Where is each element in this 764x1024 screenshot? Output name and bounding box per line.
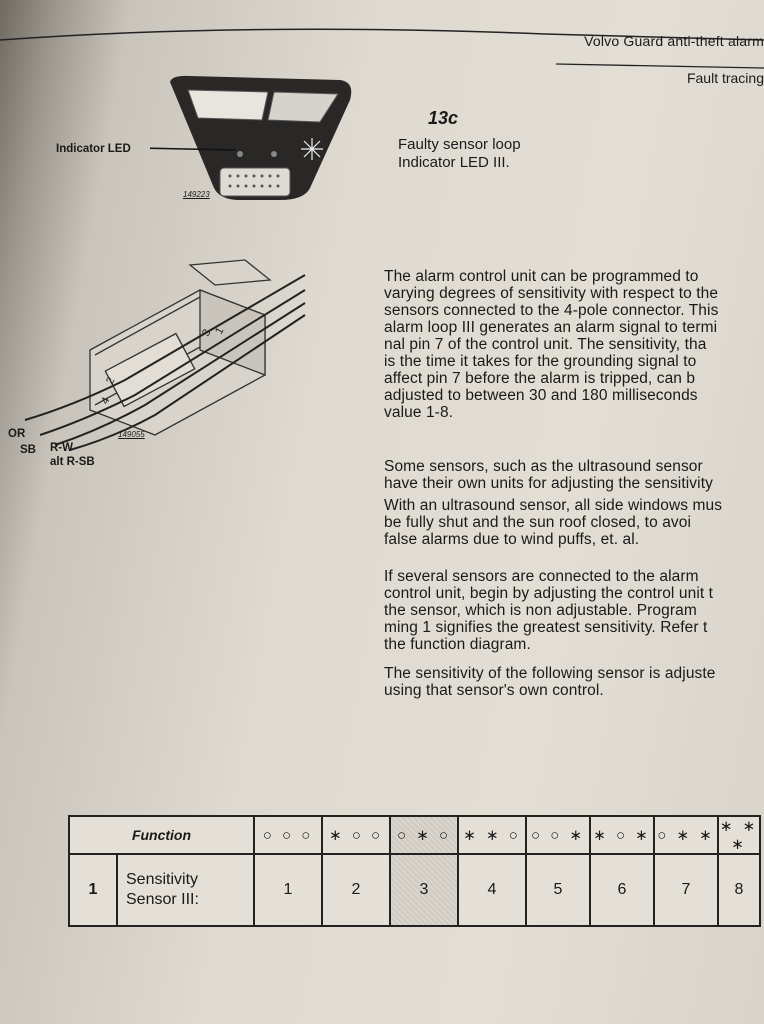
function-header: Function	[69, 816, 254, 854]
text-line: control unit, begin by adjusting the control unit t	[384, 585, 714, 602]
wire-alt-label: alt R-SB	[50, 456, 95, 468]
value-cell: 8	[718, 854, 760, 926]
text-line: be fully shut and the sun roof closed, to avoi	[384, 514, 692, 531]
paragraph-1	[384, 268, 718, 421]
row-label-line1: Sensitivity	[126, 871, 199, 888]
text-line: have their own units for adjusting the sensitivity	[384, 475, 713, 492]
wire-rw-label: R-W	[50, 442, 73, 454]
table-row	[69, 854, 760, 926]
figure2-number: 149055	[118, 430, 145, 439]
connector-illustration	[15, 255, 315, 455]
text-line: the sensor, which is non adjustable. Program	[384, 602, 697, 619]
value-cell: 1	[254, 854, 322, 926]
value-cell: 6	[590, 854, 654, 926]
wire-sb-label: SB	[20, 444, 36, 456]
paragraph-5	[384, 665, 716, 699]
row-label	[117, 854, 254, 926]
svg-text:2: 2	[104, 375, 118, 387]
text-line: adjusted to between 30 and 180 milliseconds	[384, 387, 698, 404]
control-unit-illustration	[150, 70, 370, 210]
svg-text:4: 4	[99, 395, 113, 407]
table-header-row	[69, 816, 760, 854]
text-line: is the time it takes for the grounding signal to	[384, 353, 697, 370]
text-line: If several sensors are connected to the alarm	[384, 568, 699, 585]
text-line: sensors connected to the 4-pole connector. This	[384, 302, 719, 319]
value-cell: 2	[322, 854, 390, 926]
text-line: false alarms due to wind puffs, et. al.	[384, 531, 640, 548]
code-cell: ∗ ∗ ∗	[719, 818, 759, 853]
text-line: ming 1 signifies the greatest sensitivity. Refer t	[384, 619, 708, 636]
text-line: The alarm control unit can be programmed to	[384, 268, 699, 285]
code-cell: ○ ∗ ∗	[654, 816, 718, 854]
text-line: Some sensors, such as the ultrasound sensor	[384, 458, 703, 475]
caption-line1: Faulty sensor loop	[398, 136, 521, 153]
text-line: using that sensor's own control.	[384, 682, 604, 699]
text-line: With an ultrasound sensor, all side windows mus	[384, 497, 723, 514]
text-line: affect pin 7 before the alarm is tripped, can b	[384, 370, 696, 387]
value-cell: 7	[654, 854, 718, 926]
text-line: varying degrees of sensitivity with respect to the	[384, 285, 719, 302]
wire-or-label: OR	[8, 428, 26, 440]
text-line: value 1-8.	[384, 404, 454, 421]
paragraph-4	[384, 568, 713, 653]
section-number: 13c	[428, 108, 459, 128]
svg-text:3: 3	[200, 327, 214, 339]
indicator-led-label: Indicator LED	[56, 143, 131, 155]
row-number: 1	[69, 854, 117, 926]
value-cell: 4	[458, 854, 526, 926]
text-line: nal pin 7 of the control unit. The sensitivity, tha	[384, 336, 707, 353]
code-cell: ○ ∗ ○	[390, 816, 458, 854]
code-cell: ○ ○ ∗	[526, 816, 590, 854]
header-title: Volvo Guard anti-theft alarm	[584, 33, 764, 49]
code-cell: ○ ○ ○	[254, 816, 322, 854]
code-cell: ∗ ○ ∗	[590, 816, 654, 854]
function-table	[68, 815, 761, 927]
text-line: The sensitivity of the following sensor is adjuste	[384, 665, 716, 682]
text-line: alarm loop III generates an alarm signal to termi	[384, 319, 718, 336]
code-cell: ∗ ∗ ○	[458, 816, 526, 854]
value-cell: 5	[526, 854, 590, 926]
figure1-number: 149223	[183, 190, 210, 199]
text-line: the function diagram.	[384, 636, 531, 653]
value-cell-highlighted: 3	[390, 854, 458, 926]
row-label-line2: Sensor III:	[126, 891, 199, 908]
code-cell: ∗ ○ ○	[322, 816, 390, 854]
header-rule	[0, 0, 764, 100]
caption-line2: Indicator LED III.	[398, 154, 510, 171]
svg-text:1: 1	[213, 325, 227, 337]
paragraph-2	[384, 458, 713, 492]
header-subtitle: Fault tracing	[686, 70, 764, 86]
paragraph-3	[384, 497, 722, 548]
